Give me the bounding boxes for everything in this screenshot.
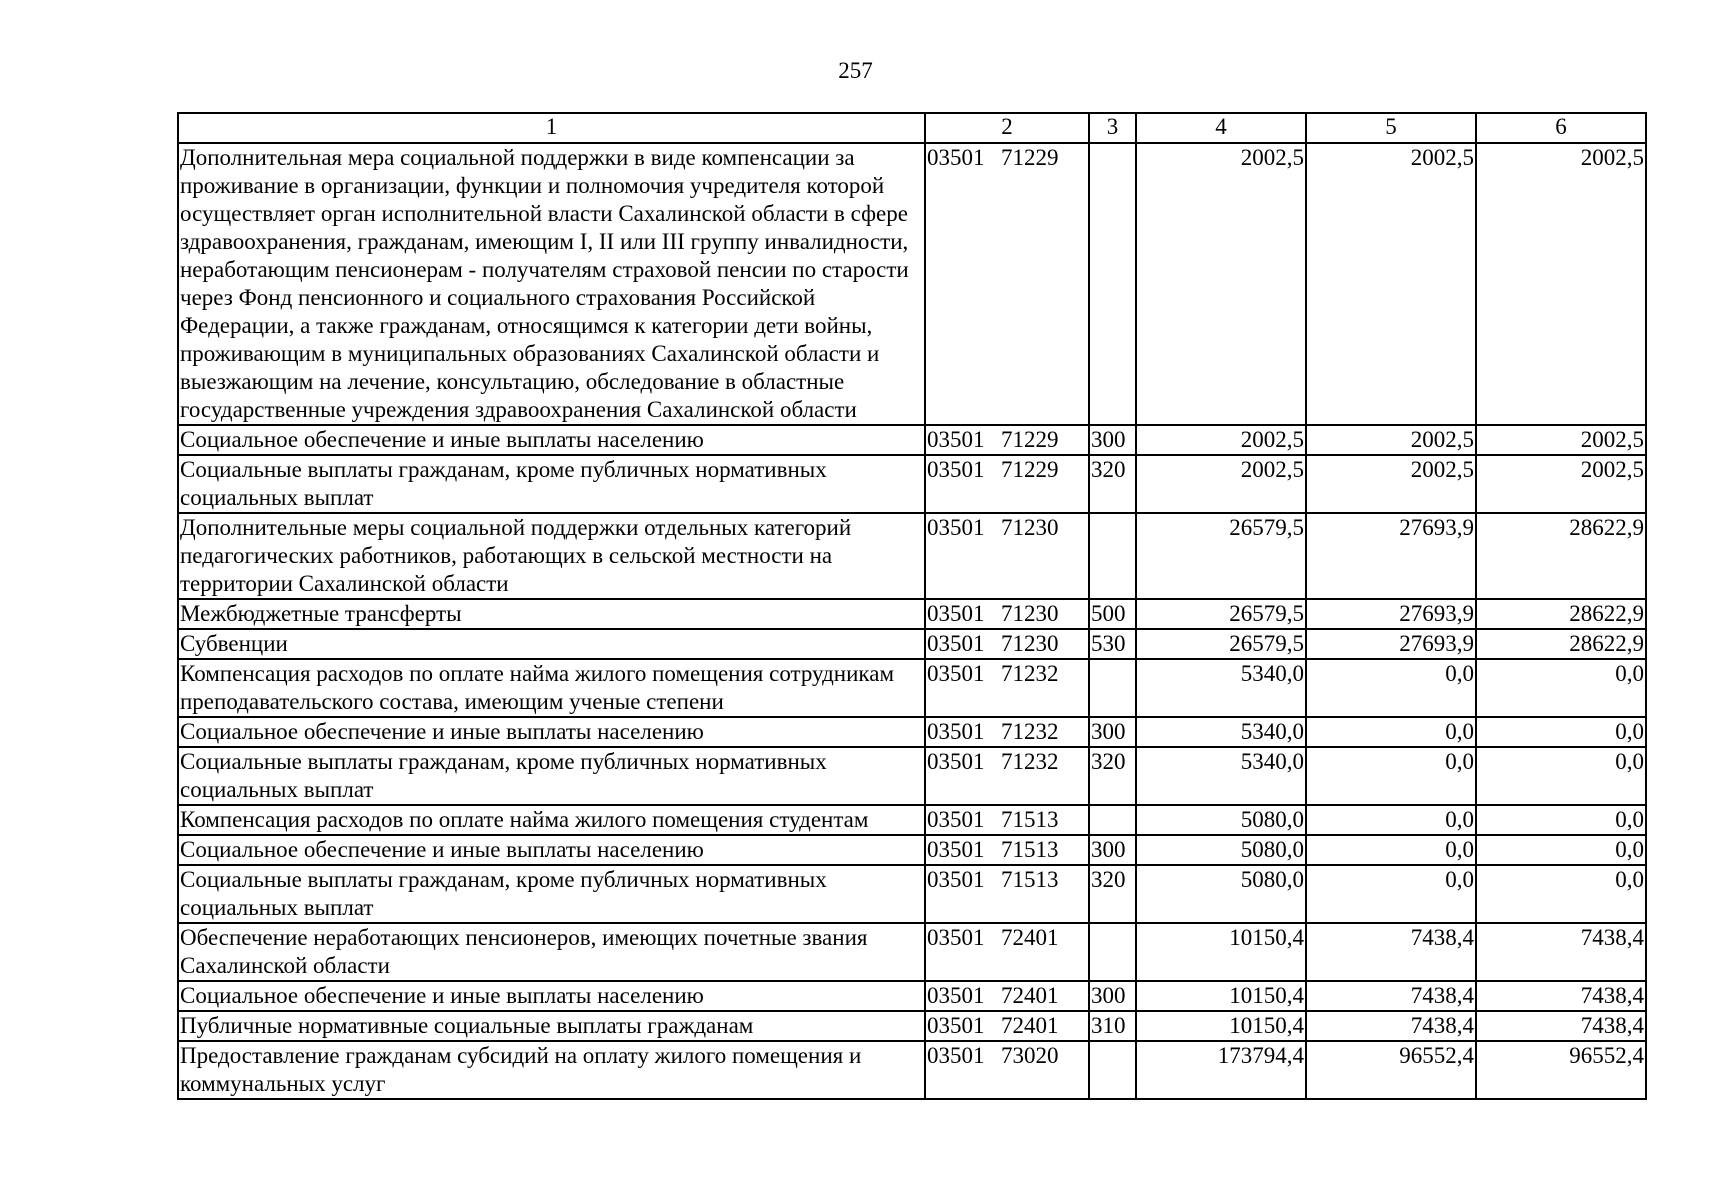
expense-type: 310 — [1089, 1011, 1136, 1041]
program-code: 03501 — [927, 631, 985, 656]
program-code: 03501 — [927, 983, 985, 1008]
row-code — [925, 805, 1089, 835]
value-col-4: 5080,0 — [1136, 805, 1306, 835]
value-col-6: 28622,9 — [1476, 629, 1646, 659]
direction-code: 72401 — [1001, 983, 1059, 1008]
value-col-5: 27693,9 — [1306, 599, 1476, 629]
row-name: Предоставление гражданам субсидий на оплату жилого помещения и коммунальных услуг — [178, 1041, 925, 1099]
value-col-6: 2002,5 — [1476, 425, 1646, 455]
value-col-6: 0,0 — [1476, 865, 1646, 923]
row-name: Социальное обеспечение и иные выплаты населению — [178, 425, 925, 455]
table-row — [178, 805, 1646, 835]
program-code: 03501 — [927, 515, 985, 540]
value-col-4: 2002,5 — [1136, 143, 1306, 425]
column-header-3: 3 — [1089, 113, 1136, 143]
program-code: 03501 — [927, 601, 985, 626]
page-number: 257 — [838, 58, 873, 83]
row-name: Дополнительные меры социальной поддержки отдельных категорий педагогических работников, работающих в сельской местности на территории Сахалинской области — [178, 513, 925, 599]
value-col-6: 0,0 — [1476, 805, 1646, 835]
budget-table — [177, 112, 1647, 1100]
value-col-6: 0,0 — [1476, 717, 1646, 747]
direction-code: 71513 — [1001, 837, 1059, 862]
value-col-5: 0,0 — [1306, 659, 1476, 717]
value-col-6: 0,0 — [1476, 659, 1646, 717]
value-col-5: 7438,4 — [1306, 1011, 1476, 1041]
row-name: Субвенции — [178, 629, 925, 659]
value-col-4: 5340,0 — [1136, 717, 1306, 747]
program-code: 03501 — [927, 749, 985, 774]
expense-type — [1089, 1041, 1136, 1099]
table-row — [178, 629, 1646, 659]
value-col-5: 7438,4 — [1306, 923, 1476, 981]
column-header-2: 2 — [925, 113, 1089, 143]
column-header-5: 5 — [1306, 113, 1476, 143]
value-col-6: 7438,4 — [1476, 1011, 1646, 1041]
row-code — [925, 717, 1089, 747]
table-row — [178, 981, 1646, 1011]
direction-code: 71232 — [1001, 661, 1059, 686]
table-row — [178, 835, 1646, 865]
value-col-6: 0,0 — [1476, 747, 1646, 805]
program-code: 03501 — [927, 867, 985, 892]
table-row — [178, 747, 1646, 805]
value-col-4: 26579,5 — [1136, 629, 1306, 659]
value-col-6: 28622,9 — [1476, 599, 1646, 629]
row-code — [925, 747, 1089, 805]
value-col-4: 10150,4 — [1136, 1011, 1306, 1041]
value-col-5: 96552,4 — [1306, 1041, 1476, 1099]
program-code: 03501 — [927, 457, 985, 482]
program-code: 03501 — [927, 719, 985, 744]
expense-type — [1089, 659, 1136, 717]
value-col-4: 5080,0 — [1136, 865, 1306, 923]
table-row — [178, 659, 1646, 717]
row-code — [925, 425, 1089, 455]
row-name: Социальные выплаты гражданам, кроме публичных нормативных социальных выплат — [178, 455, 925, 513]
value-col-5: 2002,5 — [1306, 425, 1476, 455]
value-col-4: 26579,5 — [1136, 513, 1306, 599]
row-code — [925, 599, 1089, 629]
row-code — [925, 1011, 1089, 1041]
row-name: Социальные выплаты гражданам, кроме публичных нормативных социальных выплат — [178, 865, 925, 923]
value-col-4: 173794,4 — [1136, 1041, 1306, 1099]
value-col-4: 10150,4 — [1136, 981, 1306, 1011]
row-code — [925, 923, 1089, 981]
direction-code: 71229 — [1001, 145, 1059, 170]
expense-type: 320 — [1089, 865, 1136, 923]
row-name: Межбюджетные трансферты — [178, 599, 925, 629]
expense-type: 300 — [1089, 981, 1136, 1011]
table-row — [178, 923, 1646, 981]
row-name: Социальное обеспечение и иные выплаты населению — [178, 835, 925, 865]
value-col-5: 0,0 — [1306, 717, 1476, 747]
direction-code: 72401 — [1001, 925, 1059, 950]
table-row — [178, 717, 1646, 747]
row-code — [925, 865, 1089, 923]
direction-code: 71232 — [1001, 719, 1059, 744]
row-code — [925, 659, 1089, 717]
row-code — [925, 455, 1089, 513]
value-col-5: 2002,5 — [1306, 143, 1476, 425]
row-code — [925, 513, 1089, 599]
header-row — [178, 113, 1646, 143]
direction-code: 71230 — [1001, 631, 1059, 656]
table-row — [178, 1011, 1646, 1041]
value-col-5: 7438,4 — [1306, 981, 1476, 1011]
program-code: 03501 — [927, 1043, 985, 1068]
column-header-6: 6 — [1476, 113, 1646, 143]
value-col-5: 0,0 — [1306, 805, 1476, 835]
table-row — [178, 865, 1646, 923]
value-col-4: 26579,5 — [1136, 599, 1306, 629]
direction-code: 71513 — [1001, 807, 1059, 832]
program-code: 03501 — [927, 1013, 985, 1038]
row-name: Компенсация расходов по оплате найма жилого помещения студентам — [178, 805, 925, 835]
value-col-6: 7438,4 — [1476, 981, 1646, 1011]
direction-code: 72401 — [1001, 1013, 1059, 1038]
table-row — [178, 599, 1646, 629]
expense-type — [1089, 143, 1136, 425]
value-col-4: 2002,5 — [1136, 455, 1306, 513]
table-row — [178, 513, 1646, 599]
direction-code: 71513 — [1001, 867, 1059, 892]
row-code — [925, 981, 1089, 1011]
expense-type: 300 — [1089, 835, 1136, 865]
direction-code: 71232 — [1001, 749, 1059, 774]
value-col-5: 27693,9 — [1306, 513, 1476, 599]
value-col-6: 2002,5 — [1476, 143, 1646, 425]
expense-type — [1089, 513, 1136, 599]
value-col-5: 0,0 — [1306, 747, 1476, 805]
expense-type — [1089, 805, 1136, 835]
value-col-6: 2002,5 — [1476, 455, 1646, 513]
direction-code: 71230 — [1001, 601, 1059, 626]
row-name: Социальное обеспечение и иные выплаты населению — [178, 717, 925, 747]
row-code — [925, 835, 1089, 865]
value-col-5: 27693,9 — [1306, 629, 1476, 659]
direction-code: 71230 — [1001, 515, 1059, 540]
value-col-6: 0,0 — [1476, 835, 1646, 865]
row-name: Дополнительная мера социальной поддержки в виде компенсации за проживание в организации, функции и полномочия учредителя которой осуществляет орган исполнительной власти Сахалинской области в сфере здравоохранения, гражданам, имеющим I, II или III группу инвалидности, неработающим пенсионерам - получателям страховой пенсии по старости через Фонд пенсионного и социального страхования Российской Федерации, а также гражданам, относящимся к категории дети войны, проживающим в муниципальных образованиях Сахалинской области и выезжающим на лечение, консультацию, обследование в областные государственные учреждения здравоохранения Сахалинской области — [178, 143, 925, 425]
expense-type: 300 — [1089, 717, 1136, 747]
row-name: Социальные выплаты гражданам, кроме публичных нормативных социальных выплат — [178, 747, 925, 805]
program-code: 03501 — [927, 837, 985, 862]
expense-type: 320 — [1089, 747, 1136, 805]
table-row — [178, 425, 1646, 455]
row-name: Социальное обеспечение и иные выплаты населению — [178, 981, 925, 1011]
expense-type: 530 — [1089, 629, 1136, 659]
program-code: 03501 — [927, 925, 985, 950]
column-header-1: 1 — [178, 113, 925, 143]
direction-code: 71229 — [1001, 427, 1059, 452]
row-code — [925, 1041, 1089, 1099]
program-code: 03501 — [927, 661, 985, 686]
program-code: 03501 — [927, 427, 985, 452]
value-col-5: 2002,5 — [1306, 455, 1476, 513]
row-code — [925, 143, 1089, 425]
row-code — [925, 629, 1089, 659]
value-col-4: 5340,0 — [1136, 659, 1306, 717]
table-row — [178, 455, 1646, 513]
expense-type: 300 — [1089, 425, 1136, 455]
expense-type: 320 — [1089, 455, 1136, 513]
column-header-4: 4 — [1136, 113, 1306, 143]
table-row — [178, 143, 1646, 425]
value-col-5: 0,0 — [1306, 865, 1476, 923]
expense-type: 500 — [1089, 599, 1136, 629]
table-row — [178, 1041, 1646, 1099]
row-name: Публичные нормативные социальные выплаты гражданам — [178, 1011, 925, 1041]
value-col-4: 5340,0 — [1136, 747, 1306, 805]
value-col-5: 0,0 — [1306, 835, 1476, 865]
row-name: Обеспечение неработающих пенсионеров, имеющих почетные звания Сахалинской области — [178, 923, 925, 981]
program-code: 03501 — [927, 145, 985, 170]
row-name: Компенсация расходов по оплате найма жилого помещения сотрудникам преподавательского состава, имеющим ученые степени — [178, 659, 925, 717]
value-col-6: 28622,9 — [1476, 513, 1646, 599]
value-col-6: 96552,4 — [1476, 1041, 1646, 1099]
value-col-4: 5080,0 — [1136, 835, 1306, 865]
direction-code: 73020 — [1001, 1043, 1059, 1068]
direction-code: 71229 — [1001, 457, 1059, 482]
expense-type — [1089, 923, 1136, 981]
value-col-6: 7438,4 — [1476, 923, 1646, 981]
value-col-4: 2002,5 — [1136, 425, 1306, 455]
program-code: 03501 — [927, 807, 985, 832]
value-col-4: 10150,4 — [1136, 923, 1306, 981]
